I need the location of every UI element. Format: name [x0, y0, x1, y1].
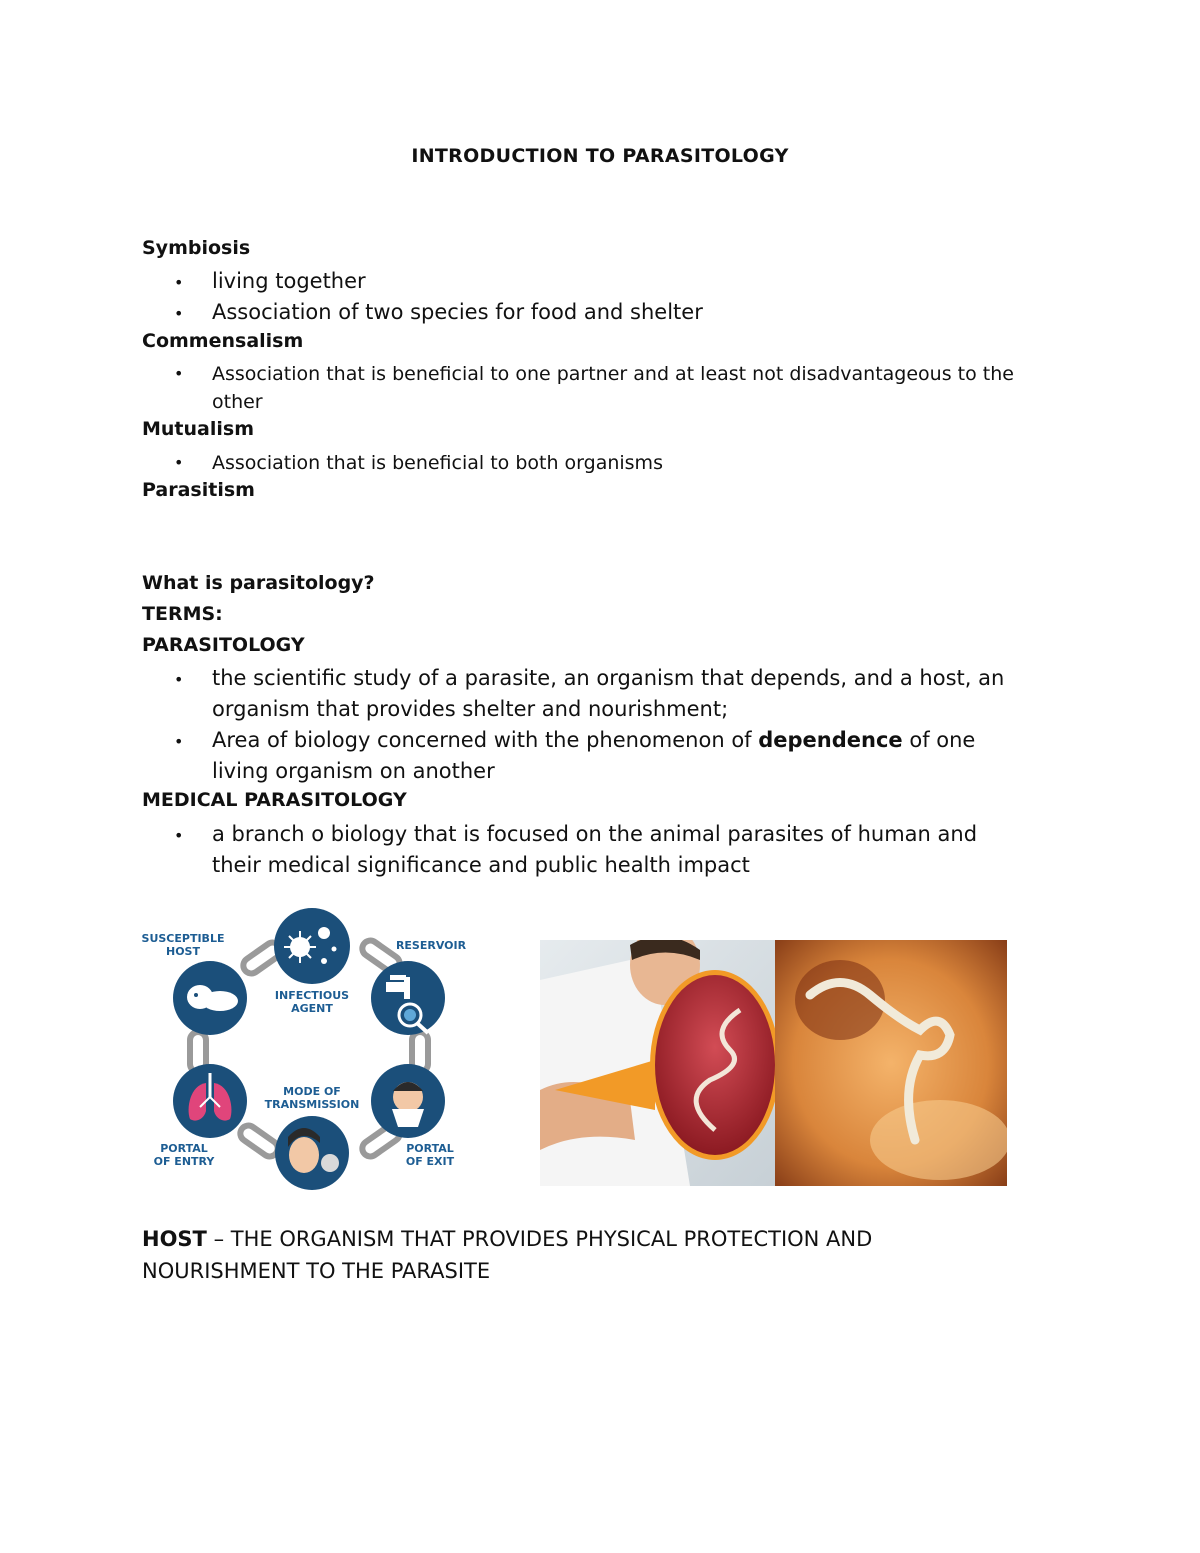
- terms-label: TERMS:: [142, 603, 223, 625]
- commensalism-list: [170, 360, 1030, 416]
- mutualism-list: [170, 449, 663, 477]
- list-item: • Association that is beneficial to one partner and at least not disadvantageous to the other: [170, 360, 1030, 416]
- list-item: [170, 725, 1030, 787]
- parasitology-heading: PARASITOLOGY: [142, 634, 305, 656]
- list-item: • living together: [170, 266, 703, 297]
- portal-entry-label-2: OF ENTRY: [153, 1155, 215, 1168]
- medical-parasitology-list: [170, 819, 1030, 881]
- parasitism-heading: Parasitism: [142, 479, 255, 501]
- list-item: • Association that is beneficial to both organisms: [170, 449, 663, 477]
- reservoir-node: [371, 961, 445, 1035]
- host-dash: –: [206, 1227, 231, 1251]
- mode-label-2: TRANSMISSION: [264, 1098, 360, 1111]
- mutualism-heading: Mutualism: [142, 418, 254, 440]
- portal-of-exit-node: [371, 1064, 445, 1138]
- portal-of-entry-node: [173, 1064, 247, 1138]
- list-item: • a branch o biology that is focused on the animal parasites of human and their medical significance and public health impact: [170, 819, 1030, 881]
- symbiosis-heading: Symbiosis: [142, 237, 251, 259]
- parasitology-list: [170, 663, 1030, 787]
- susceptible-label-1: SUSCEPTIBLE: [141, 932, 225, 945]
- chain-of-infection-diagram: [138, 905, 478, 1195]
- reservoir-label: RESERVOIR: [395, 939, 467, 952]
- bullet-text: of one living organism on another: [212, 728, 976, 783]
- infectious-agent-node: [274, 908, 350, 984]
- host-text: THE ORGANISM THAT PROVIDES PHYSICAL PROTECTION AND NOURISHMENT TO THE PARASITE: [142, 1227, 873, 1283]
- symbiosis-list: [170, 266, 703, 328]
- mode-of-transmission-node: [275, 1116, 349, 1190]
- bullet-text: Area of biology concerned with the phenomenon of: [212, 728, 759, 752]
- infectious-label-2: AGENT: [291, 1002, 333, 1015]
- what-is-heading: What is parasitology?: [142, 572, 375, 594]
- host-term: HOST: [142, 1227, 207, 1251]
- dependence-emphasis: dependence: [758, 728, 903, 752]
- list-item: • Association of two species for food and shelter: [170, 297, 703, 328]
- susceptible-label-2: HOST: [166, 945, 200, 958]
- host-definition: [142, 1223, 942, 1287]
- list-item: • the scientific study of a parasite, an organism that depends, and a host, an organism that provides shelter and nourishment;: [170, 663, 1030, 725]
- page-title: INTRODUCTION TO PARASITOLOGY: [411, 145, 789, 167]
- portal-exit-label-1: PORTAL: [406, 1142, 454, 1155]
- commensalism-heading: Commensalism: [142, 330, 304, 352]
- intestinal-worm-illustration: [540, 940, 1007, 1186]
- portal-exit-label-2: OF EXIT: [405, 1155, 455, 1168]
- mode-label-1: MODE OF: [283, 1085, 341, 1098]
- medical-parasitology-heading: MEDICAL PARASITOLOGY: [142, 789, 407, 811]
- susceptible-host-node: [173, 961, 247, 1035]
- infectious-label-1: INFECTIOUS: [274, 989, 350, 1002]
- portal-entry-label-1: PORTAL: [160, 1142, 208, 1155]
